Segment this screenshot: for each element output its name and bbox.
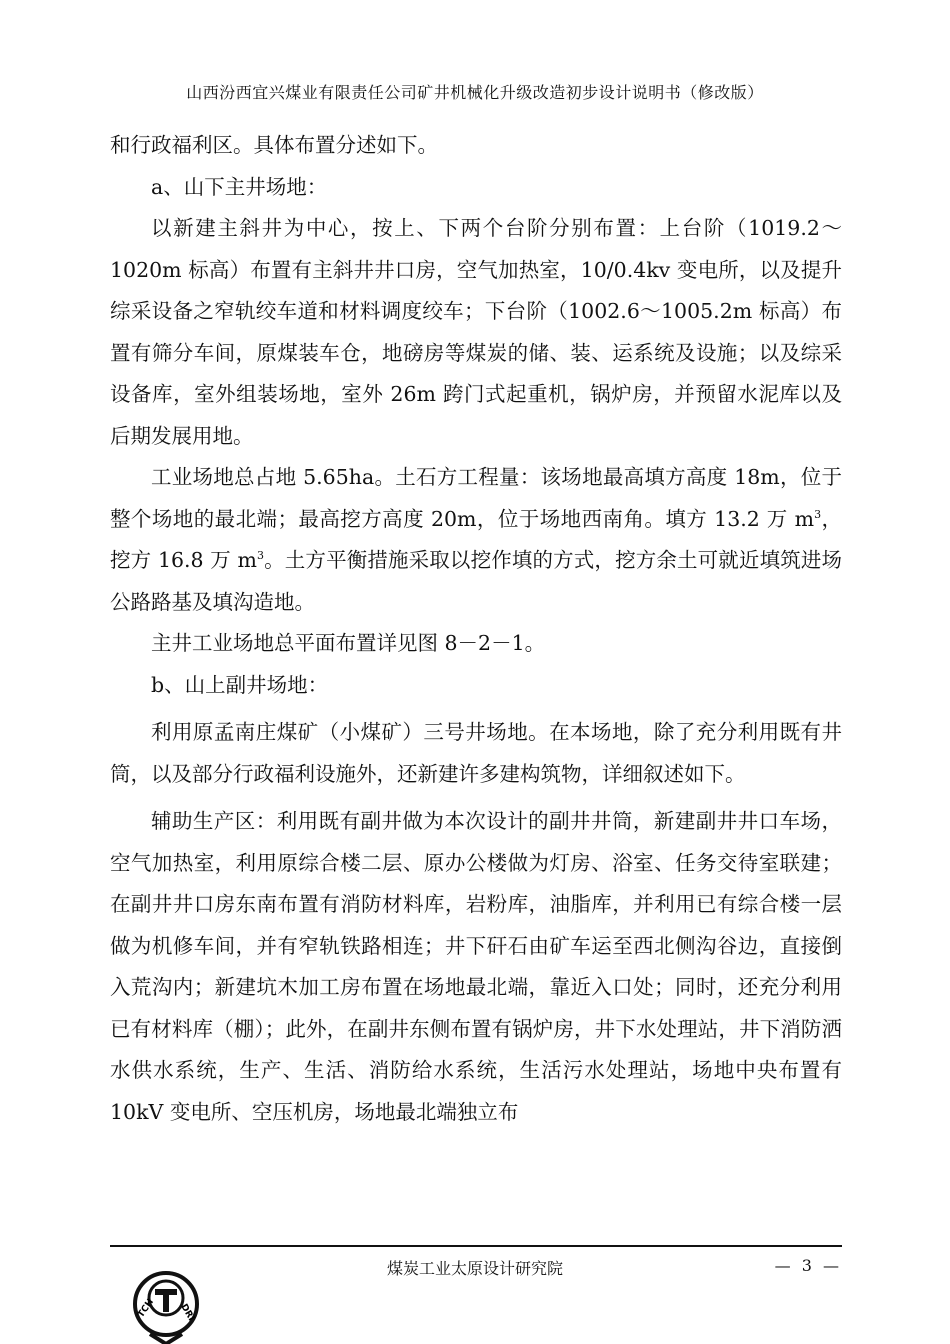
- page-number: — 3 —: [774, 1256, 842, 1275]
- paragraph-main-shaft-layout: 以新建主斜井为中心，按上、下两个台阶分别布置：上台阶（1019.2～1020m 标高）布置有主斜井井口房，空气加热室，10/0.4kv 变电所，以及提升综采设备之窄轨绞车道和材料调度绞车；下台阶（1002.6～1005.2m 标高）布置有筛分车间，原煤装车仓，地磅房等煤炭的储、装、运系统及设施；以及综采设备库，室外组装场地，室外 26m 跨门式起重机，锅炉房，并预留水泥库以及后期发展用地。: [110, 216, 842, 448]
- paragraph-earthwork: [110, 457, 842, 623]
- institute-logo-icon: [128, 1268, 204, 1344]
- footer-institute: 煤炭工业太原设计研究院: [386, 1259, 563, 1278]
- logo-text-right: DRI: [178, 1302, 196, 1323]
- logo-text-left: TCH: [136, 1297, 157, 1320]
- paragraph-aux-shaft-site: 利用原孟南庄煤矿（小煤矿）三号井场地。在本场地，除了充分利用既有井筒，以及部分行政福利设施外，还新建许多建构筑物，详细叙述如下。: [110, 720, 842, 786]
- page-header: 山西汾西宜兴煤业有限责任公司矿井机械化升级改造初步设计说明书（修改版）: [186, 83, 764, 102]
- document-body: [110, 125, 842, 1133]
- earthwork-text-3: 。土方平衡措施采取以挖作填的方式，挖方余土可就近填筑进场公路路基及填沟造地。: [110, 548, 843, 614]
- paragraph-intro: 和行政福利区。具体布置分述如下。: [110, 133, 438, 157]
- earthwork-text-1: 工业场地总占地 5.65ha。土石方工程量：该场地最高填方高度 18m，位于整个场地的最北端；最高挖方高度 20m，位于场地西南角。填方 13.2 万 m: [110, 465, 842, 531]
- earthwork-text-2: ，挖方 16.8 万 m: [110, 506, 843, 572]
- paragraph-aux-production: 辅助生产区：利用既有副井做为本次设计的副井井筒，新建副井井口车场，空气加热室，利用原综合楼二层、原办公楼做为灯房、浴室、任务交待室联建；在副井井口房东南布置有消防材料库，岩粉库，油脂库，并利用已有综合楼一层做为机修车间，并有窄轨铁路相连；井下矸石由矿车运至西北侧沟谷边，直接倒入荒沟内；新建坑木加工房布置在场地最北端，靠近入口处；同时，还充分利用已有材料库（棚）；此外，在副井东侧布置有锅炉房，井下水处理站，井下消防洒水供水系统，生产、生活、消防给水系统，生活污水处理站，场地中央布置有 10kV 变电所、空压机房，场地最北端独立布: [110, 809, 842, 1124]
- superscript-cubic-1: 3: [814, 507, 822, 521]
- paragraph-figure-reference: 主井工业场地总平面布置详见图 8－2－1。: [151, 631, 546, 655]
- logo-t-mark: [155, 1289, 177, 1312]
- footer-rule: [110, 1245, 842, 1247]
- section-heading-a: a、山下主井场地：: [151, 174, 328, 199]
- section-heading-b: b、山上副井场地：: [151, 672, 329, 697]
- superscript-cubic-2: 3: [257, 549, 264, 563]
